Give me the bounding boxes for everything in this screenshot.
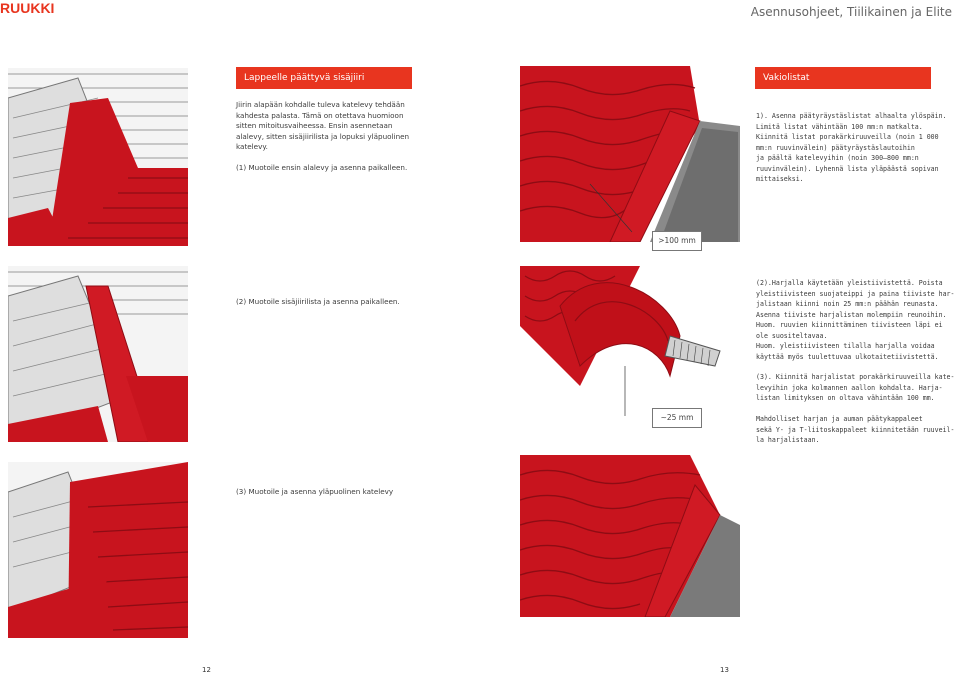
illustration-ridge-seal [520,266,740,442]
illustration-lower-sheet [8,68,188,246]
trim-text-4 [756,414,956,446]
text-line: Mahdolliset harjan ja auman päätykappaleet [756,415,923,423]
text-line: Limitä listat vähintään 100 mm:n matkalta. [756,122,923,131]
illustration-ridge-fastening [520,455,740,617]
text-line: ruuvinvälein). Lyhennä lista yläpäästä sopivan [756,164,939,173]
text-line: 1). Asenna päätyräystäslistat alhaalta ylöspäin. [756,112,947,120]
text-line: jalistaan kiinni noin 25 mm:n päähän reunasta. [756,300,939,308]
text-line: käyttää myös tuulettuvaa ulkotaitetiivistettä. [756,352,939,361]
trim-text-2 [756,278,956,362]
step3-text: (3) Muotoile ja asenna yläpuolinen katelevy [236,487,394,496]
section-title-valley: Lappeelle päättyvä sisäjiiri [236,67,412,89]
trim-text-3 [756,372,956,404]
text-line: listan limityksen on oltava vähintään 100 mm. [756,394,935,402]
text-line: levyihin joka kolmannen aallon kohdalta. Harja- [756,383,943,392]
illustration-valley-flashing [8,266,188,442]
step1-text: (1) Muotoile ensin alalevy ja asenna paikalleen. [236,163,408,172]
text-line: Kiinnitä listat porakärkiruuveilla (noin 1 000 [756,133,939,141]
intro-text [236,100,416,153]
section-title-standard-trims: Vakiolistat [755,67,931,89]
text-line: (2).Harjalla käytetään yleistiivistettä. Poista [756,279,943,287]
intro-line: katelevy. [236,142,268,152]
callout-seal-25mm: ~25 mm [652,408,702,428]
text-line: sekä Y- ja T-liitoskappaleet kiinnitetään ruuveil- [756,425,955,434]
callout-overlap-100mm: >100 mm [652,231,702,251]
trim-text-1 [756,111,956,185]
text-line: Asenna tiiviste harjalistan molempiin reunoihin. [756,310,947,319]
text-line: mittaiseksi. [756,175,804,183]
illustration-upper-sheet [8,462,188,638]
intro-line: Jiirin alapään kohdalle tuleva katelevy tehdään [236,100,405,109]
page-number-left: 12 [202,666,211,674]
text-line: Huom. ruuvien kiinnittäminen tiivisteen läpi ei [756,321,943,329]
text-line: ja päältä katelevyihin (noin 300–800 mm:n [756,154,919,162]
text-line: (3). Kiinnitä harjalistat porakärkiruuveilla kate- [756,373,955,381]
document-title: Asennusohjeet, Tiilikainen ja Elite [750,5,952,19]
page-number-right: 13 [720,666,729,674]
ruukki-logo [0,0,62,16]
svg-text:RUUKKI: RUUKKI [0,0,55,16]
illustration-gable-trim [520,66,740,242]
intro-line: alalevy, sitten sisäjiirilista ja lopuksi yläpuolinen [236,131,410,141]
intro-line: kahdesta palasta. Tämä on otettava huomioon [236,110,404,120]
text-line: yleistiivisteen suojateippi ja paina tiiviste har- [756,289,955,298]
step2-text: (2) Muotoile sisäjiirilista ja asenna paikalleen. [236,297,400,306]
text-line: la harjalistaan. [756,436,820,444]
text-line: ole suositeltavaa. [756,331,828,340]
text-line: mm:n ruuvinvälein) päätyräystäslautoihin [756,143,915,152]
intro-line: sitten mitoitusvaiheessa. Ensin asennetaan [236,121,393,131]
text-line: Huom. yleistiivisteen tilalla harjalla voidaa [756,342,935,350]
